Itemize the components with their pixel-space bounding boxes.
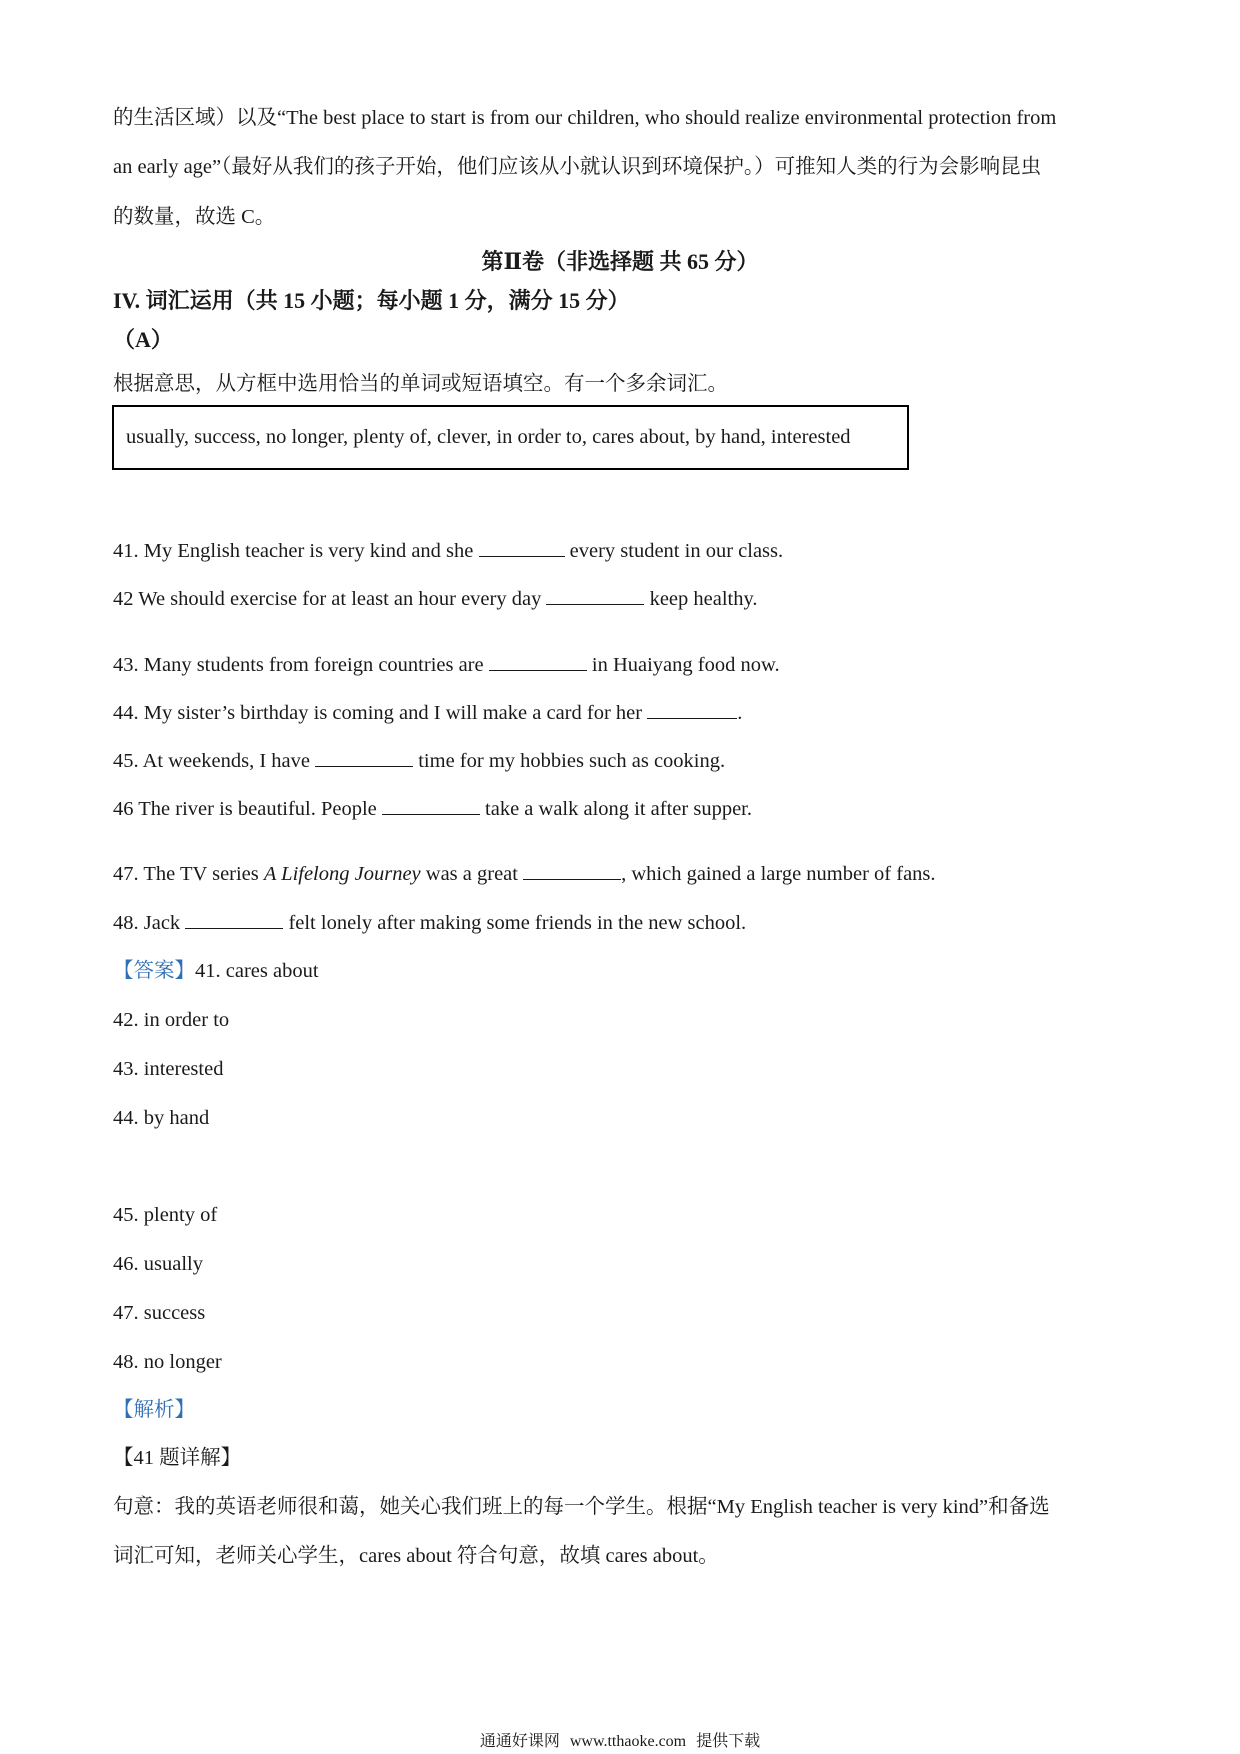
q41-explanation-2: 词汇可知，老师关心学生，cares about 符合句意，故填 cares about。	[113, 1545, 719, 1567]
footer-tail: 提供下载	[696, 1733, 761, 1750]
answer-41	[113, 957, 319, 985]
answer-48: 48. no longer	[113, 1351, 222, 1373]
question-text: take a walk along it after supper.	[479, 798, 753, 820]
answer-46: 46. usually	[113, 1253, 203, 1275]
answer-blank	[489, 652, 587, 671]
page-footer	[0, 1728, 1240, 1751]
answer-blank	[315, 748, 413, 767]
question-text: felt lonely after making some friends in the new school.	[283, 912, 747, 934]
question-44	[113, 699, 742, 727]
question-text: 46 The river is beautiful. People	[113, 798, 382, 820]
intro-line-1: 的生活区域）以及“The best place to start is from our children, who should realize environmental protection from	[113, 107, 1057, 129]
question-text: 44. My sister’s birthday is coming and I will make a card for her	[113, 702, 648, 724]
answer-44: 44. by hand	[113, 1107, 210, 1129]
question-text: was a great	[420, 863, 524, 885]
instruction: 根据意思，从方框中选用恰当的单词或短语填空。有一个多余词汇。	[113, 373, 728, 395]
question-text: 47. The TV series	[113, 863, 264, 885]
question-text: time for my hobbies such as cooking.	[413, 750, 726, 772]
question-text: keep healthy.	[644, 588, 758, 610]
answer-blank	[546, 586, 644, 605]
answer-blank	[382, 796, 480, 815]
answer-blank	[647, 700, 737, 719]
section-heading: IV. 词汇运用（共 15 小题；每小题 1 分，满分 15 分）	[113, 288, 630, 313]
intro-line-2: an early age”（最好从我们的孩子开始，他们应该从小就认识到环境保护。）可推知人类的行为会影响昆虫	[113, 156, 1042, 178]
answer-43: 43. interested	[113, 1058, 224, 1080]
answer-blank	[185, 910, 283, 929]
question-text: 42 We should exercise for at least an hour every day	[113, 588, 547, 610]
question-46	[113, 795, 752, 823]
part-label: （A）	[113, 327, 173, 352]
question-45	[113, 747, 725, 775]
question-42	[113, 585, 758, 613]
answer-blank	[479, 538, 565, 557]
answer-45: 45. plenty of	[113, 1204, 218, 1226]
question-text: , which gained a large number of fans.	[621, 863, 936, 885]
section-title: 第Ⅱ卷（非选择题 共 65 分）	[481, 249, 759, 274]
question-text: 48. Jack	[113, 912, 186, 934]
word-box: usually, success, no longer, plenty of, clever, in order to, cares about, by hand, interested	[112, 405, 909, 470]
q41-title: 【41 题详解】	[113, 1447, 242, 1469]
answer-blank	[523, 861, 621, 880]
question-text: 45. At weekends, I have	[113, 750, 316, 772]
question-43	[113, 651, 780, 679]
question-47	[113, 860, 936, 888]
footer-site-name: 通通好课网	[479, 1733, 560, 1750]
answer-text: 41. cares about	[195, 960, 319, 982]
intro-line-3: 的数量，故选 C。	[113, 206, 276, 228]
series-title: A Lifelong Journey	[263, 863, 421, 885]
question-41	[113, 537, 783, 565]
answer-label: 【答案】	[113, 960, 195, 982]
question-text: 43. Many students from foreign countries are	[113, 654, 489, 676]
analysis-label: 【解析】	[113, 1399, 195, 1421]
q41-explanation-1: 句意：我的英语老师很和蔼，她关心我们班上的每一个学生。根据“My English teacher is very kind”和备选	[113, 1496, 1050, 1518]
question-text: every student in our class.	[564, 540, 784, 562]
question-text: .	[737, 702, 743, 724]
footer-url[interactable]: www.tthaoke.com	[569, 1733, 687, 1750]
answer-42: 42. in order to	[113, 1009, 230, 1031]
answer-47: 47. success	[113, 1302, 206, 1324]
question-text: 41. My English teacher is very kind and she	[113, 540, 479, 562]
question-text: in Huaiyang food now.	[586, 654, 780, 676]
question-48	[113, 909, 746, 937]
